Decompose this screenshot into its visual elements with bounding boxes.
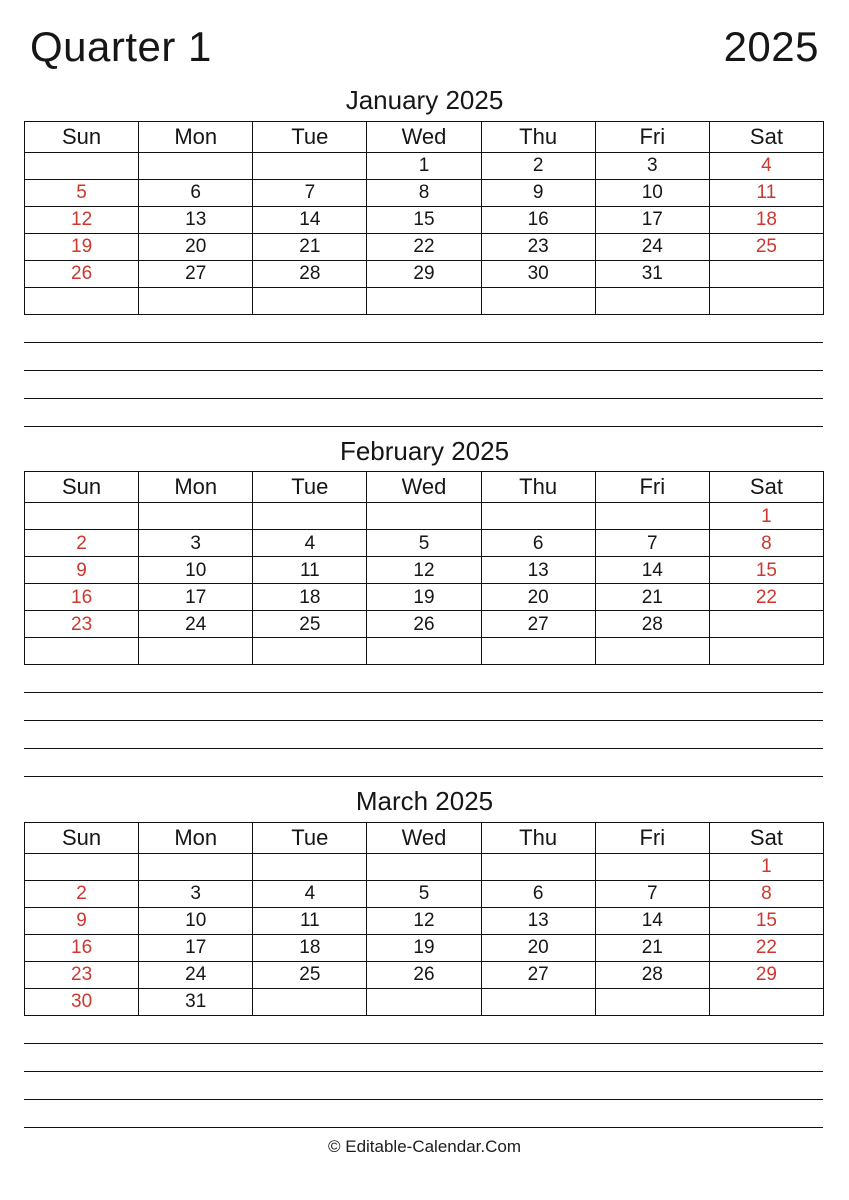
date-cell: 7 — [595, 530, 709, 557]
empty-cell — [25, 503, 139, 530]
date-cell: 6 — [139, 179, 253, 206]
date-cell: 1 — [709, 503, 823, 530]
weekday-header: Fri — [595, 121, 709, 152]
date-cell: 9 — [25, 557, 139, 584]
date-cell: 4 — [709, 152, 823, 179]
note-line — [24, 343, 823, 371]
note-line — [24, 1016, 823, 1044]
date-cell: 21 — [253, 233, 367, 260]
date-cell: 15 — [367, 206, 481, 233]
note-line — [24, 1100, 823, 1128]
empty-cell — [253, 152, 367, 179]
week-row — [25, 530, 824, 557]
weekday-header: Fri — [595, 472, 709, 503]
note-line — [24, 721, 823, 749]
date-cell: 8 — [367, 179, 481, 206]
date-cell: 14 — [595, 557, 709, 584]
notes-lines — [24, 665, 823, 777]
empty-cell — [709, 611, 823, 638]
date-cell: 9 — [25, 907, 139, 934]
date-cell: 6 — [481, 530, 595, 557]
date-cell: 19 — [25, 233, 139, 260]
month-title: January 2025 — [345, 85, 504, 115]
date-cell: 11 — [709, 179, 823, 206]
date-cell: 7 — [595, 880, 709, 907]
date-cell: 23 — [25, 961, 139, 988]
date-cell: 18 — [253, 584, 367, 611]
date-cell: 21 — [595, 934, 709, 961]
date-cell: 22 — [709, 934, 823, 961]
week-row — [25, 260, 824, 287]
week-row — [25, 584, 824, 611]
date-cell: 16 — [25, 934, 139, 961]
empty-cell — [367, 853, 481, 880]
week-row — [25, 880, 824, 907]
empty-cell — [139, 853, 253, 880]
date-cell: 20 — [139, 233, 253, 260]
note-line — [24, 399, 823, 427]
date-cell: 4 — [253, 530, 367, 557]
month-section-january — [0, 84, 849, 427]
date-cell: 25 — [253, 611, 367, 638]
empty-cell — [481, 638, 595, 665]
year-title: 2025 — [723, 23, 819, 70]
weekday-header: Thu — [481, 472, 595, 503]
week-row — [25, 988, 824, 1015]
date-cell: 31 — [139, 988, 253, 1015]
weekday-header: Wed — [367, 472, 481, 503]
week-row — [25, 287, 824, 314]
date-cell: 24 — [595, 233, 709, 260]
date-cell: 17 — [595, 206, 709, 233]
date-cell: 1 — [709, 853, 823, 880]
weekday-header: Sat — [709, 121, 823, 152]
week-row — [25, 853, 824, 880]
date-cell: 15 — [709, 907, 823, 934]
week-row — [25, 961, 824, 988]
page-header — [0, 24, 849, 82]
date-cell: 19 — [367, 934, 481, 961]
quarter-title: Quarter 1 — [30, 23, 212, 70]
empty-cell — [253, 503, 367, 530]
date-cell: 18 — [253, 934, 367, 961]
date-cell: 6 — [481, 880, 595, 907]
date-cell: 30 — [481, 260, 595, 287]
note-line — [24, 1072, 823, 1100]
date-cell: 16 — [25, 584, 139, 611]
empty-cell — [253, 988, 367, 1015]
date-cell: 26 — [367, 611, 481, 638]
weekday-header: Wed — [367, 121, 481, 152]
date-cell: 10 — [595, 179, 709, 206]
empty-cell — [709, 988, 823, 1015]
date-cell: 27 — [481, 961, 595, 988]
date-cell: 13 — [139, 206, 253, 233]
weekday-header: Sun — [25, 472, 139, 503]
date-cell: 10 — [139, 907, 253, 934]
week-row — [25, 503, 824, 530]
weekday-header: Mon — [139, 822, 253, 853]
month-title: February 2025 — [339, 435, 510, 466]
weekday-header: Sat — [709, 822, 823, 853]
date-cell: 30 — [25, 988, 139, 1015]
week-row — [25, 179, 824, 206]
week-row — [25, 907, 824, 934]
date-cell: 3 — [139, 880, 253, 907]
date-cell: 13 — [481, 907, 595, 934]
date-cell: 15 — [709, 557, 823, 584]
date-cell: 8 — [709, 880, 823, 907]
month-title: March 2025 — [355, 786, 494, 816]
date-cell: 29 — [709, 961, 823, 988]
week-row — [25, 233, 824, 260]
week-row — [25, 638, 824, 665]
date-cell: 21 — [595, 584, 709, 611]
date-cell: 24 — [139, 961, 253, 988]
empty-cell — [595, 853, 709, 880]
empty-cell — [367, 503, 481, 530]
date-cell: 31 — [595, 260, 709, 287]
empty-cell — [709, 287, 823, 314]
week-row — [25, 934, 824, 961]
date-cell: 5 — [25, 179, 139, 206]
empty-cell — [367, 287, 481, 314]
date-cell: 22 — [709, 584, 823, 611]
weekday-header: Tue — [253, 822, 367, 853]
empty-cell — [139, 638, 253, 665]
empty-cell — [25, 152, 139, 179]
notes-lines — [24, 1016, 823, 1128]
month-table — [24, 121, 824, 315]
date-cell: 4 — [253, 880, 367, 907]
date-cell: 14 — [253, 206, 367, 233]
empty-cell — [595, 988, 709, 1015]
footer-credit: © Editable-Calendar.Com — [327, 1136, 521, 1156]
date-cell: 9 — [481, 179, 595, 206]
date-cell: 26 — [367, 961, 481, 988]
date-cell: 26 — [25, 260, 139, 287]
month-section-february — [0, 435, 849, 778]
note-line — [24, 749, 823, 777]
weekday-header-row — [25, 472, 824, 503]
empty-cell — [25, 853, 139, 880]
week-row — [25, 152, 824, 179]
weekday-header: Sat — [709, 472, 823, 503]
date-cell: 17 — [139, 584, 253, 611]
date-cell: 11 — [253, 557, 367, 584]
date-cell: 27 — [139, 260, 253, 287]
weekday-header: Tue — [253, 472, 367, 503]
date-cell: 16 — [481, 206, 595, 233]
empty-cell — [139, 152, 253, 179]
date-cell: 18 — [709, 206, 823, 233]
note-line — [24, 665, 823, 693]
empty-cell — [139, 503, 253, 530]
empty-cell — [709, 638, 823, 665]
week-row — [25, 611, 824, 638]
weekday-header: Sun — [25, 121, 139, 152]
weekday-header-row — [25, 121, 824, 152]
empty-cell — [253, 638, 367, 665]
weekday-header: Thu — [481, 822, 595, 853]
date-cell: 23 — [25, 611, 139, 638]
weekday-header: Wed — [367, 822, 481, 853]
month-table — [24, 822, 824, 1016]
weekday-header: Thu — [481, 121, 595, 152]
date-cell: 1 — [367, 152, 481, 179]
month-section-march — [0, 785, 849, 1128]
date-cell: 20 — [481, 584, 595, 611]
date-cell: 11 — [253, 907, 367, 934]
date-cell: 25 — [253, 961, 367, 988]
empty-cell — [481, 287, 595, 314]
empty-cell — [253, 287, 367, 314]
weekday-header: Mon — [139, 472, 253, 503]
empty-cell — [709, 260, 823, 287]
date-cell: 10 — [139, 557, 253, 584]
date-cell: 2 — [25, 880, 139, 907]
empty-cell — [139, 287, 253, 314]
empty-cell — [595, 287, 709, 314]
date-cell: 19 — [367, 584, 481, 611]
week-row — [25, 206, 824, 233]
date-cell: 27 — [481, 611, 595, 638]
empty-cell — [367, 988, 481, 1015]
date-cell: 28 — [595, 961, 709, 988]
date-cell: 29 — [367, 260, 481, 287]
weekday-header: Fri — [595, 822, 709, 853]
empty-cell — [595, 503, 709, 530]
date-cell: 3 — [139, 530, 253, 557]
date-cell: 5 — [367, 530, 481, 557]
week-row — [25, 557, 824, 584]
weekday-header: Mon — [139, 121, 253, 152]
empty-cell — [481, 988, 595, 1015]
empty-cell — [253, 853, 367, 880]
date-cell: 2 — [481, 152, 595, 179]
empty-cell — [481, 853, 595, 880]
note-line — [24, 693, 823, 721]
weekday-header: Sun — [25, 822, 139, 853]
date-cell: 28 — [595, 611, 709, 638]
empty-cell — [25, 638, 139, 665]
date-cell: 25 — [709, 233, 823, 260]
date-cell: 2 — [25, 530, 139, 557]
date-cell: 7 — [253, 179, 367, 206]
date-cell: 12 — [367, 907, 481, 934]
date-cell: 13 — [481, 557, 595, 584]
note-line — [24, 371, 823, 399]
date-cell: 14 — [595, 907, 709, 934]
date-cell: 3 — [595, 152, 709, 179]
date-cell: 12 — [25, 206, 139, 233]
date-cell: 12 — [367, 557, 481, 584]
note-line — [24, 315, 823, 343]
date-cell: 5 — [367, 880, 481, 907]
date-cell: 23 — [481, 233, 595, 260]
weekday-header: Tue — [253, 121, 367, 152]
notes-lines — [24, 315, 823, 427]
date-cell: 24 — [139, 611, 253, 638]
empty-cell — [481, 503, 595, 530]
month-table — [24, 471, 824, 665]
empty-cell — [367, 638, 481, 665]
date-cell: 20 — [481, 934, 595, 961]
date-cell: 17 — [139, 934, 253, 961]
date-cell: 8 — [709, 530, 823, 557]
weekday-header-row — [25, 822, 824, 853]
note-line — [24, 1044, 823, 1072]
date-cell: 22 — [367, 233, 481, 260]
date-cell: 28 — [253, 260, 367, 287]
empty-cell — [595, 638, 709, 665]
empty-cell — [25, 287, 139, 314]
